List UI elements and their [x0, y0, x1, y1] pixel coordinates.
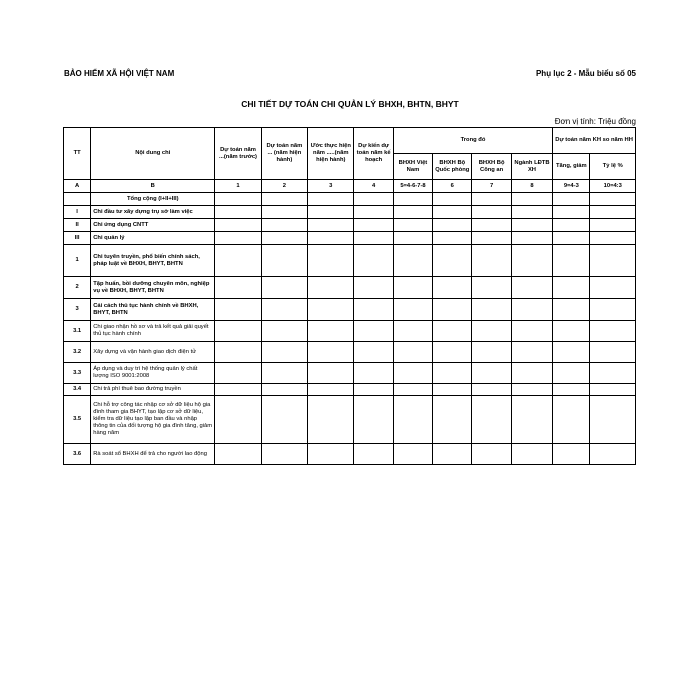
- column-code: 10=4:3: [590, 180, 636, 193]
- value-cell: [393, 245, 432, 277]
- value-cell: [590, 245, 636, 277]
- value-cell: [511, 321, 552, 342]
- value-cell: [433, 363, 472, 384]
- value-cell: [308, 321, 354, 342]
- value-cell: [308, 444, 354, 465]
- value-cell: [215, 277, 261, 299]
- value-cell: [354, 384, 393, 396]
- table-row: [64, 363, 636, 384]
- value-cell: [590, 193, 636, 206]
- value-cell: [590, 384, 636, 396]
- value-cell: [590, 299, 636, 321]
- value-cell: [511, 396, 552, 444]
- table-row: [64, 444, 636, 465]
- row-content: Cải cách thủ tục hành chính về BHXH, BHYT, BHTN: [91, 299, 215, 321]
- value-cell: [215, 396, 261, 444]
- value-cell: [472, 321, 511, 342]
- row-tt: II: [64, 219, 91, 232]
- value-cell: [354, 299, 393, 321]
- value-cell: [393, 193, 432, 206]
- value-cell: [393, 396, 432, 444]
- table-row: [64, 299, 636, 321]
- value-cell: [215, 232, 261, 245]
- appendix-label: Phụ lục 2 - Mẫu biểu số 05: [535, 69, 636, 78]
- value-cell: [261, 245, 307, 277]
- value-cell: [354, 219, 393, 232]
- value-cell: [511, 245, 552, 277]
- row-tt: 3.3: [64, 363, 91, 384]
- row-content: Tập huấn, bồi dưỡng chuyên môn, nghiệp vụ về BHXH, BHYT, BHTN: [91, 277, 215, 299]
- value-cell: [590, 277, 636, 299]
- row-tt: 2: [64, 277, 91, 299]
- value-cell: [553, 193, 590, 206]
- value-cell: [393, 321, 432, 342]
- value-cell: [472, 444, 511, 465]
- value-cell: [433, 444, 472, 465]
- value-cell: [308, 232, 354, 245]
- value-cell: [308, 299, 354, 321]
- table-row: [64, 321, 636, 342]
- value-cell: [511, 206, 552, 219]
- value-cell: [308, 396, 354, 444]
- value-cell: [590, 363, 636, 384]
- row-content: Chi trả phí thuê bao đường truyền: [91, 384, 215, 396]
- column-code: 5=4-6-7-8: [393, 180, 432, 193]
- value-cell: [472, 396, 511, 444]
- value-cell: [215, 219, 261, 232]
- column-code: 1: [215, 180, 261, 193]
- value-cell: [393, 444, 432, 465]
- column-code-row: [64, 180, 636, 193]
- row-tt: 3.1: [64, 321, 91, 342]
- value-cell: [261, 363, 307, 384]
- column-code: 9=4-3: [553, 180, 590, 193]
- value-cell: [215, 299, 261, 321]
- value-cell: [215, 342, 261, 363]
- column-code: 2: [261, 180, 307, 193]
- value-cell: [553, 363, 590, 384]
- value-cell: [354, 245, 393, 277]
- row-content: Chi đầu tư xây dựng trụ sở làm việc: [91, 206, 215, 219]
- value-cell: [590, 321, 636, 342]
- value-cell: [433, 321, 472, 342]
- value-cell: [472, 232, 511, 245]
- header-bhxh-vn: BHXH Việt Nam: [393, 154, 432, 180]
- table-row: [64, 396, 636, 444]
- value-cell: [354, 363, 393, 384]
- row-content: Chi giao nhận hồ sơ và trả kết quả giải quyết thủ tục hành chính: [91, 321, 215, 342]
- header-compare: Dự toán năm KH so năm HH: [553, 128, 636, 154]
- row-content: Chi quản lý: [91, 232, 215, 245]
- value-cell: [433, 277, 472, 299]
- value-cell: [433, 342, 472, 363]
- value-cell: [393, 363, 432, 384]
- column-code: 4: [354, 180, 393, 193]
- value-cell: [472, 219, 511, 232]
- organization-name: BẢO HIỂM XÃ HỘI VIỆT NAM: [64, 69, 175, 78]
- header-tt: TT: [64, 128, 91, 180]
- table-body: [64, 193, 636, 465]
- value-cell: [261, 444, 307, 465]
- value-cell: [511, 299, 552, 321]
- value-cell: [433, 384, 472, 396]
- table-row: [64, 342, 636, 363]
- value-cell: [472, 245, 511, 277]
- value-cell: [433, 206, 472, 219]
- value-cell: [354, 193, 393, 206]
- header-change: Tăng, giảm: [553, 154, 590, 180]
- value-cell: [553, 321, 590, 342]
- value-cell: [590, 219, 636, 232]
- value-cell: [215, 363, 261, 384]
- column-code: 7: [472, 180, 511, 193]
- row-content: Chi tuyên truyền, phổ biến chính sách, pháp luật về BHXH, BHYT, BHTN: [91, 245, 215, 277]
- value-cell: [472, 299, 511, 321]
- value-cell: [553, 342, 590, 363]
- value-cell: [393, 342, 432, 363]
- value-cell: [472, 384, 511, 396]
- header-content: Nội dung chi: [91, 128, 215, 180]
- value-cell: [511, 219, 552, 232]
- value-cell: [590, 342, 636, 363]
- value-cell: [590, 444, 636, 465]
- value-cell: [433, 245, 472, 277]
- value-cell: [511, 232, 552, 245]
- row-tt: 1: [64, 245, 91, 277]
- value-cell: [354, 444, 393, 465]
- value-cell: [590, 206, 636, 219]
- header-estimate: Ước thực hiện năm .....(năm hiện hành): [308, 128, 354, 180]
- value-cell: [261, 342, 307, 363]
- value-cell: [215, 321, 261, 342]
- value-cell: [511, 444, 552, 465]
- header-prev-year: Dự toán năm ...(năm trước): [215, 128, 261, 180]
- value-cell: [472, 363, 511, 384]
- value-cell: [433, 219, 472, 232]
- value-cell: [393, 232, 432, 245]
- value-cell: [308, 219, 354, 232]
- column-code: A: [64, 180, 91, 193]
- column-code: 3: [308, 180, 354, 193]
- value-cell: [215, 384, 261, 396]
- header-ldtbxh: Ngành LĐTB XH: [511, 154, 552, 180]
- value-cell: [393, 299, 432, 321]
- value-cell: [472, 193, 511, 206]
- value-cell: [308, 342, 354, 363]
- value-cell: [261, 277, 307, 299]
- header-bhxh-police: BHXH Bộ Công an: [472, 154, 511, 180]
- row-content: Xây dựng và vận hành giao dịch điện tử: [91, 342, 215, 363]
- row-tt: I: [64, 206, 91, 219]
- value-cell: [261, 232, 307, 245]
- value-cell: [261, 299, 307, 321]
- header-plan: Dự kiến dự toán năm kế hoạch: [354, 128, 393, 180]
- value-cell: [553, 396, 590, 444]
- table-row: [64, 245, 636, 277]
- table-row: [64, 193, 636, 206]
- value-cell: [261, 321, 307, 342]
- table-row: [64, 232, 636, 245]
- row-content: Rà soát sổ BHXH để trả cho người lao động: [91, 444, 215, 465]
- column-code: 6: [433, 180, 472, 193]
- value-cell: [215, 245, 261, 277]
- value-cell: [215, 206, 261, 219]
- row-tt: [64, 193, 91, 206]
- table-row: [64, 277, 636, 299]
- value-cell: [553, 245, 590, 277]
- value-cell: [308, 277, 354, 299]
- value-cell: [308, 245, 354, 277]
- value-cell: [433, 193, 472, 206]
- value-cell: [553, 384, 590, 396]
- value-cell: [354, 321, 393, 342]
- row-content: Chi ứng dụng CNTT: [91, 219, 215, 232]
- table-row: [64, 219, 636, 232]
- value-cell: [472, 277, 511, 299]
- value-cell: [393, 277, 432, 299]
- value-cell: [511, 193, 552, 206]
- value-cell: [354, 232, 393, 245]
- row-tt: 3.2: [64, 342, 91, 363]
- value-cell: [553, 219, 590, 232]
- row-content: Chi hỗ trợ công tác nhập cơ sở dữ liệu hộ gia đình tham gia BHYT, tạo lập cơ sở dữ liệu, kiểm tra dữ liệu tạo lập ban đầu và nhập thông tin của đối tượng hộ gia đình tăng, giảm hàng năm: [91, 396, 215, 444]
- header-curr-year: Dự toán năm ... (năm hiện hành): [261, 128, 307, 180]
- header-of-which: Trong đó: [393, 128, 552, 154]
- value-cell: [472, 206, 511, 219]
- value-cell: [261, 193, 307, 206]
- value-cell: [433, 396, 472, 444]
- value-cell: [215, 193, 261, 206]
- document-title: CHI TIẾT DỰ TOÁN CHI QUẢN LÝ BHXH, BHTN, BHYT: [241, 99, 459, 109]
- value-cell: [261, 206, 307, 219]
- value-cell: [553, 206, 590, 219]
- row-tt: 3.5: [64, 396, 91, 444]
- column-code: B: [91, 180, 215, 193]
- header-bhxh-defense: BHXH Bộ Quốc phòng: [433, 154, 472, 180]
- value-cell: [393, 206, 432, 219]
- header-ratio: Tỷ lệ %: [590, 154, 636, 180]
- value-cell: [553, 444, 590, 465]
- value-cell: [433, 232, 472, 245]
- value-cell: [354, 206, 393, 219]
- value-cell: [433, 299, 472, 321]
- unit-label: Đơn vị tính: Triệu đồng: [554, 117, 636, 126]
- value-cell: [590, 232, 636, 245]
- value-cell: [308, 384, 354, 396]
- value-cell: [553, 232, 590, 245]
- value-cell: [553, 277, 590, 299]
- value-cell: [393, 219, 432, 232]
- value-cell: [393, 384, 432, 396]
- row-tt: 3: [64, 299, 91, 321]
- value-cell: [553, 299, 590, 321]
- value-cell: [354, 396, 393, 444]
- value-cell: [511, 363, 552, 384]
- value-cell: [308, 193, 354, 206]
- value-cell: [261, 384, 307, 396]
- value-cell: [354, 342, 393, 363]
- row-tt: 3.6: [64, 444, 91, 465]
- value-cell: [511, 342, 552, 363]
- column-code: 8: [511, 180, 552, 193]
- value-cell: [511, 384, 552, 396]
- value-cell: [261, 396, 307, 444]
- value-cell: [308, 206, 354, 219]
- budget-table: [63, 127, 636, 465]
- table-row: [64, 206, 636, 219]
- row-tt: 3.4: [64, 384, 91, 396]
- value-cell: [590, 396, 636, 444]
- row-tt: III: [64, 232, 91, 245]
- table-row: [64, 384, 636, 396]
- value-cell: [261, 219, 307, 232]
- value-cell: [511, 277, 552, 299]
- value-cell: [354, 277, 393, 299]
- value-cell: [472, 342, 511, 363]
- value-cell: [308, 363, 354, 384]
- row-content: Áp dụng và duy trì hệ thống quản lý chất lượng ISO 9001:2008: [91, 363, 215, 384]
- row-content: Tổng cộng (I+II+III): [91, 193, 215, 206]
- value-cell: [215, 444, 261, 465]
